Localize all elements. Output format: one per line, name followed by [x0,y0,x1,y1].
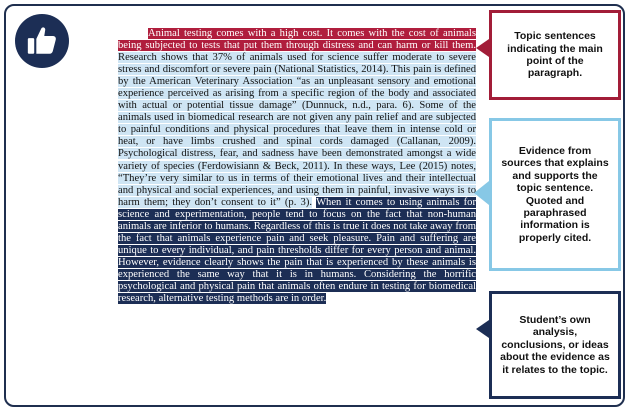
thumbs-up-badge [15,14,69,68]
evidence-callout [489,118,621,271]
topic-callout-pointer [476,39,489,57]
topic-sentence: Animal testing comes with a high cost. It comes with the cost of animals being subjected to tests that put them through distress and can harm or kill them. [118,28,476,52]
analysis-section: When it comes to using animals for science and experimentation, people tend to focus on the fact that non-human animals are inferior to humans. Regardless of this is true it does not take away from the fact that animals experience pain and seek pleasure. Pain and suffering are unique to every individual, and pain thresholds differ for every person and animal. However, evidence clearly shows the pain that is experienced by these animals is experienced the same way that it is in humans. Considering the horrific psychological and physical pain that animals often endure in testing for biomedical research, alternative testing methods are in order. [118,196,477,305]
evidence-callout-pointer [474,181,489,205]
evidence-section: Research shows that 37% of animals used for science suffer moderate to severe stress and discomfort or severe pain (National Statistics, 2014). This pain is defined by the American Veterinary Association “as an unpleasant sensory and emotional experience perceived as arising from a specific region of the body and associated with actual or potential tissue damage” (Dunnuck, n.d., para. 6). Some of the animals used in biomedical research are not given any pain relief and are subjected to painful conditions and physical procedures that leave them in intense cold or heat, or have limbs crushed and spinal cords damaged (Callanan, 2009). Psychological distress, fear, and sadness have been demonstrated amongst a wide variety of species (Ferdowisiann & Beck, 2011). In these ways, Lee (2015) notes, “They’re very similar to us in terms of their emotional lives and their intellectual and physical and social experiences, and using them in painful, invasive ways is to harm them; they don’t consent to it” (p. 3). [118,52,476,208]
sample-paragraph [118,28,476,305]
analysis-callout [489,291,621,399]
topic-callout-text: Topic sentences indicating the main point of the paragraph. [507,30,603,80]
topic-callout [489,10,621,100]
analysis-callout-text: Student’s own analysis, conclusions, or ideas about the evidence as it relates to the topic. [500,313,610,376]
analysis-callout-pointer [476,320,489,338]
evidence-callout-text: Evidence from sources that explains and supports the topic sentence. Quoted and paraphrased information is properly cited. [501,144,609,244]
thumbs-up-icon [25,24,59,58]
